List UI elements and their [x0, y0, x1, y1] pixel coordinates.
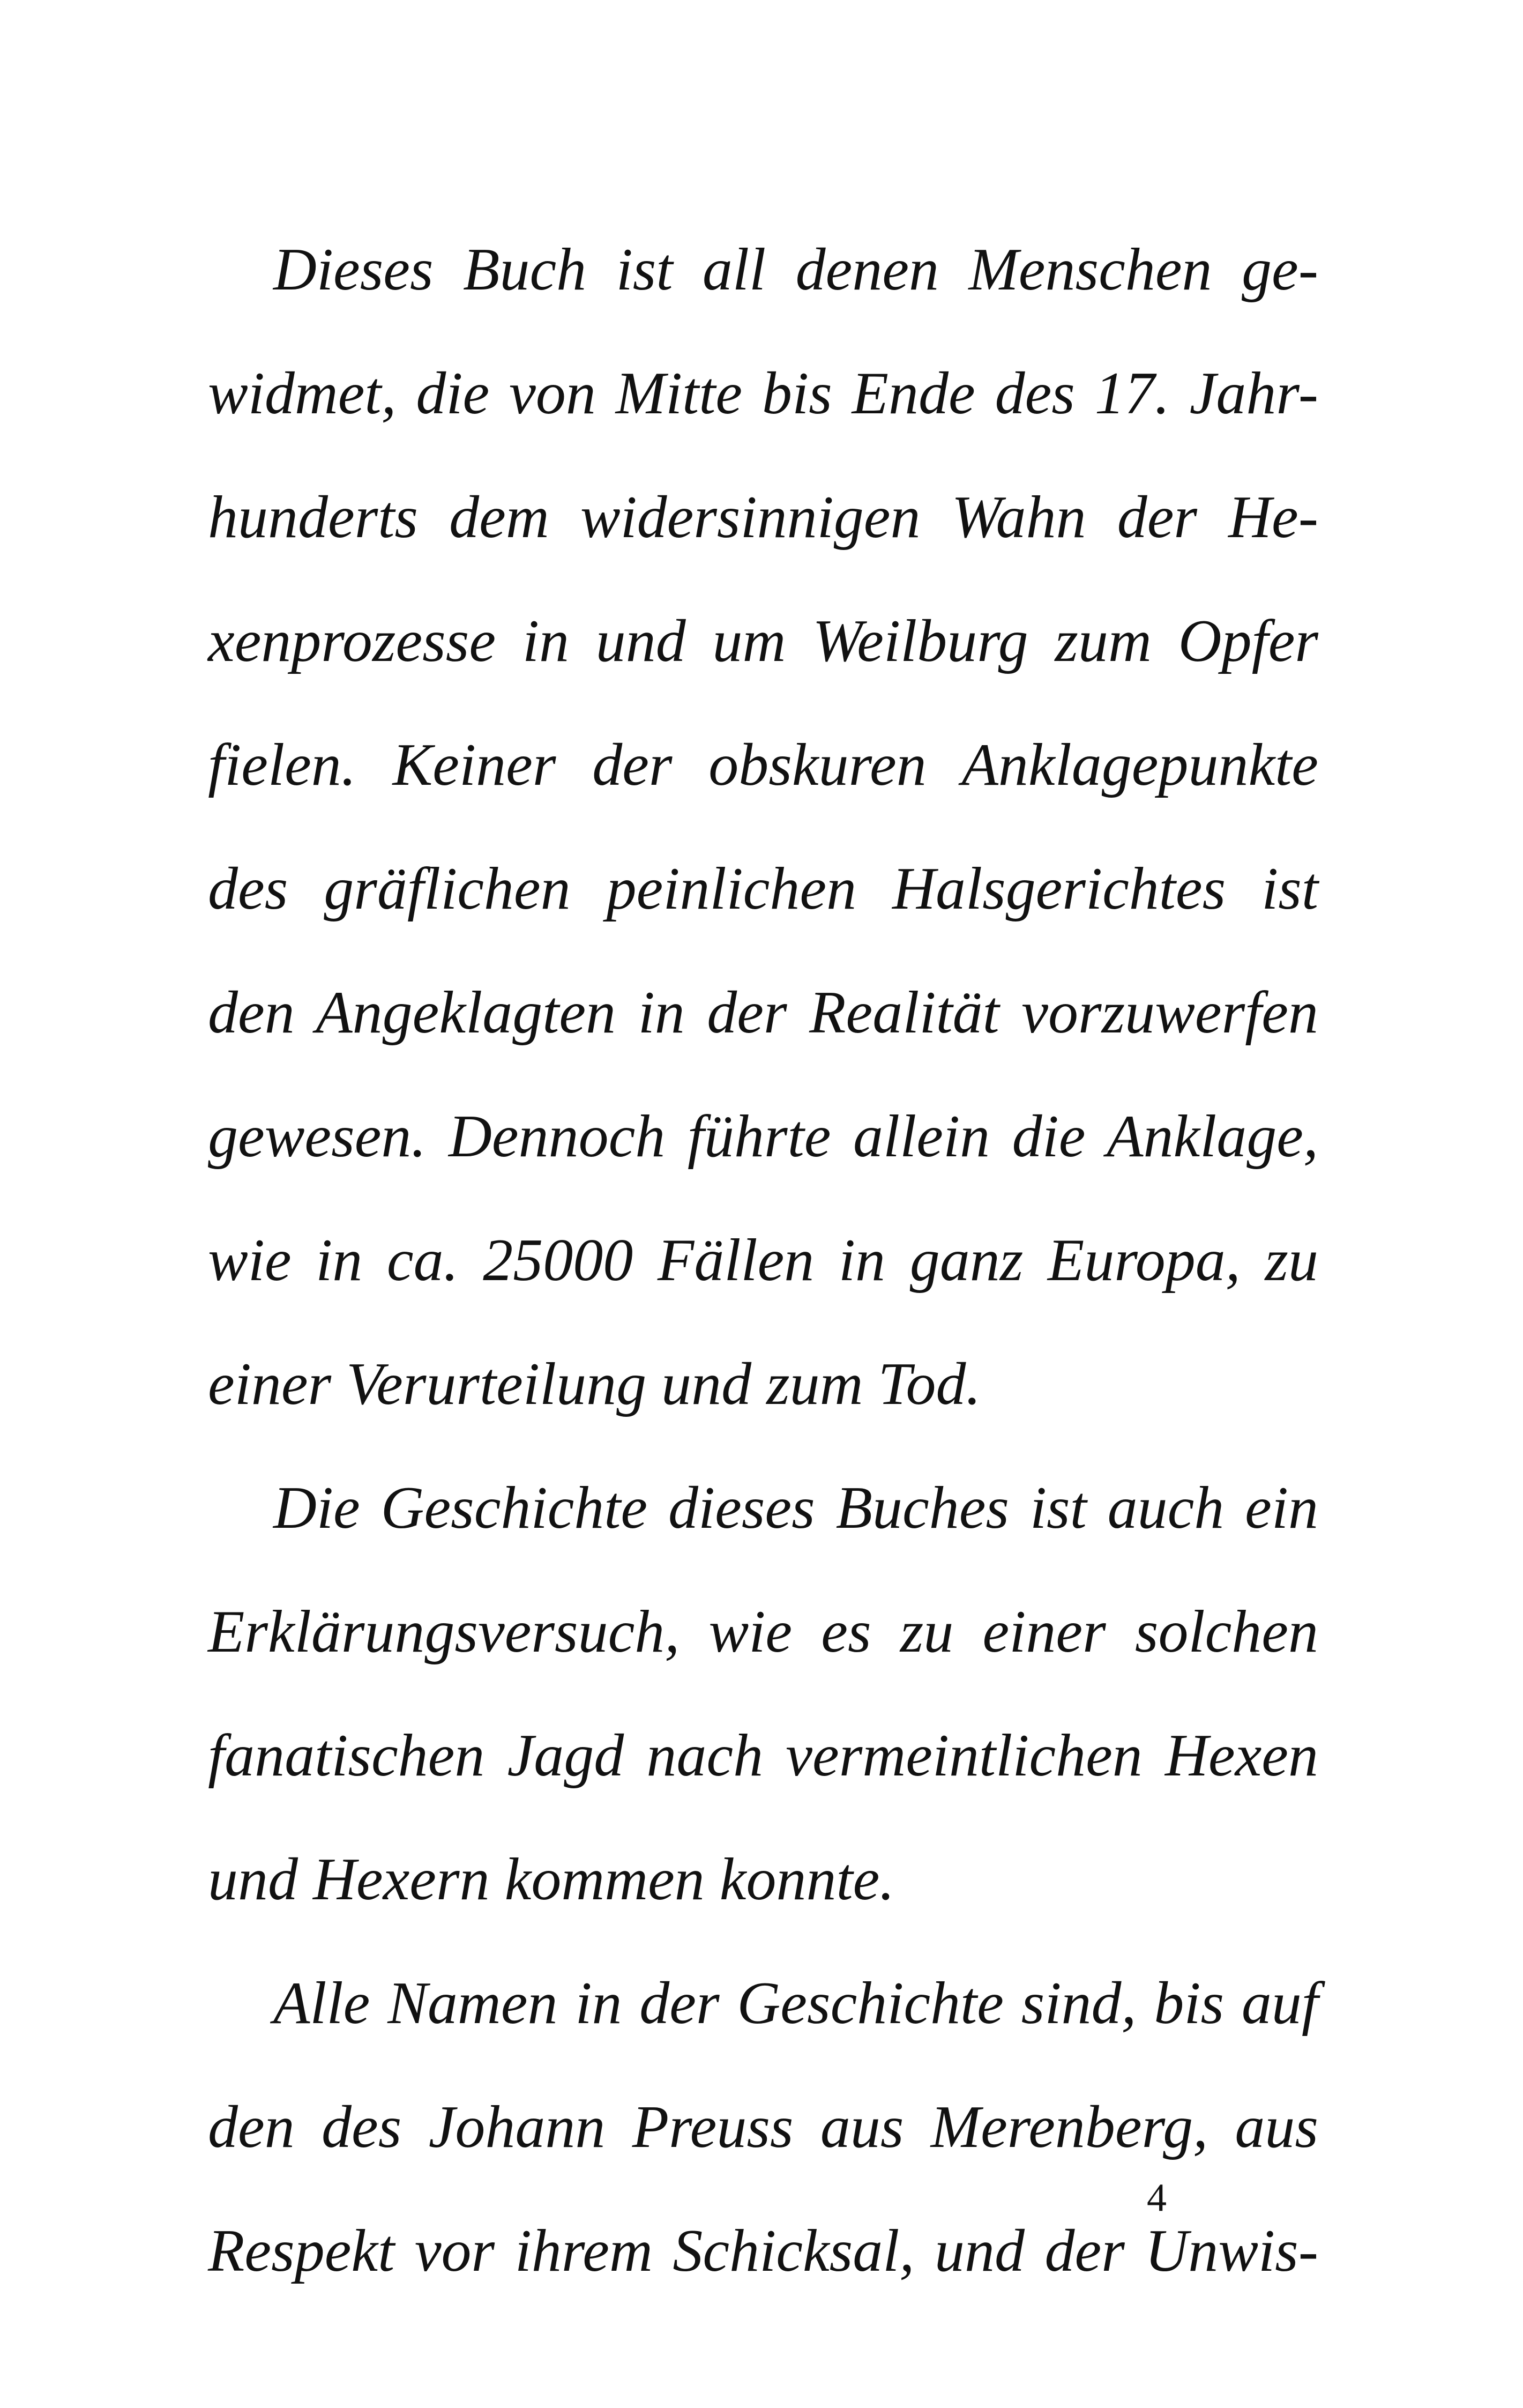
- text-line: widmet, die von Mitte bis Ende des 17. Jahr-: [208, 360, 1318, 427]
- text-line: Alle Namen in der Geschichte sind, bis auf: [273, 1970, 1318, 2037]
- text-line: Die Geschichte dieses Buches ist auch ein: [273, 1475, 1318, 1541]
- text-line: Dieses Buch ist all denen Menschen ge-: [273, 236, 1318, 303]
- text-line: den Angeklagten in der Realität vorzuwerfen: [208, 979, 1318, 1046]
- text-line: Erklärungsversuch, wie es zu einer solchen: [208, 1599, 1318, 1665]
- text-line: gewesen. Dennoch führte allein die Anklage,: [208, 1103, 1318, 1170]
- text-line: den des Johann Preuss aus Merenberg, aus: [208, 2094, 1318, 2160]
- text-line: hunderts dem widersinnigen Wahn der He-: [208, 484, 1318, 551]
- text-line: wie in ca. 25000 Fällen in ganz Europa, zu: [208, 1227, 1318, 1294]
- page-number: 4: [1147, 2176, 1167, 2220]
- text-line: fanatischen Jagd nach vermeintlichen Hexen: [208, 1722, 1318, 1789]
- text-line: des gräflichen peinlichen Halsgerichtes ist: [208, 856, 1318, 922]
- body-text: [208, 208, 1318, 2313]
- text-line: xenprozesse in und um Weilburg zum Opfer: [208, 608, 1318, 674]
- text-line: Respekt vor ihrem Schicksal, und der Unwis-: [208, 2218, 1318, 2284]
- text-line: und Hexern kommen konnte.: [208, 1846, 895, 1913]
- text-line: fielen. Keiner der obskuren Anklagepunkte: [208, 732, 1318, 798]
- text-line: einer Verurteilung und zum Tod.: [208, 1351, 981, 1417]
